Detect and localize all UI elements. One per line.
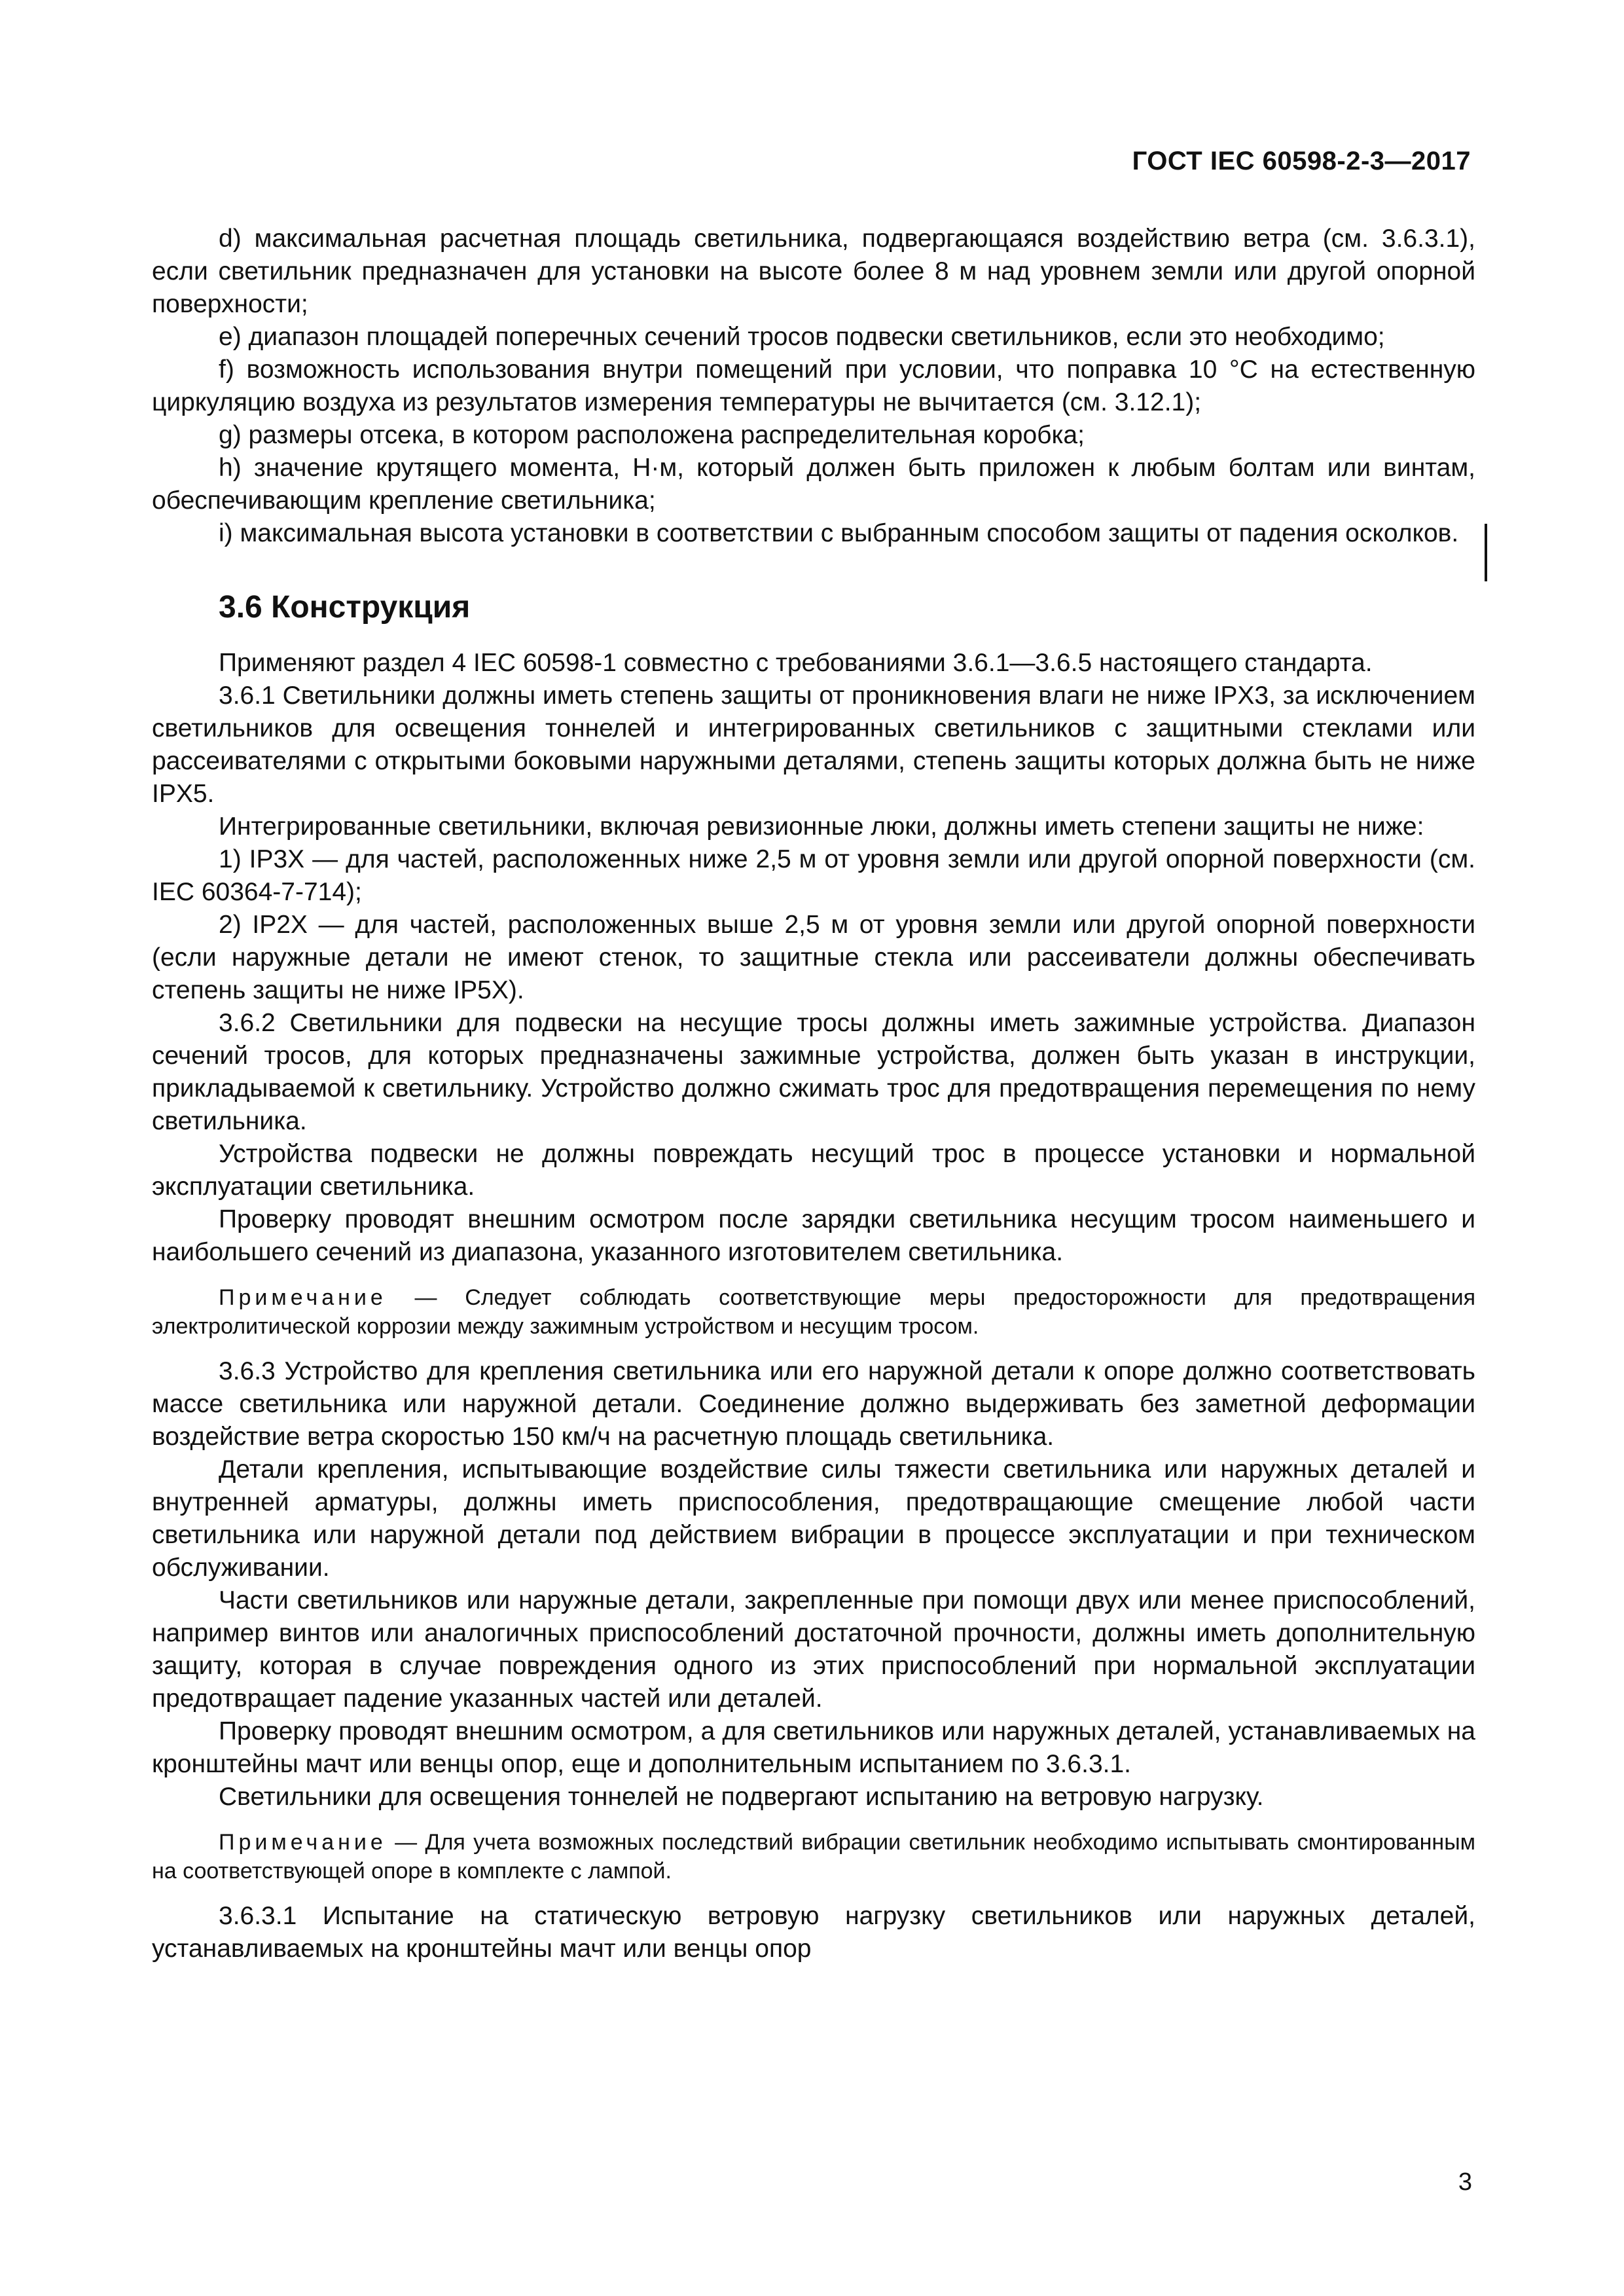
paragraph: Интегрированные светильники, включая ревизионные люки, должны иметь степени защиты не ниже: xyxy=(219,812,1424,841)
page-number: 3 xyxy=(1458,2168,1472,2196)
paragraph: 3.6.3.1 Испытание на статическую ветровую нагрузку светильников или наружных деталей, устанавливаемых на кронштейны мачт или венцы опор xyxy=(152,1902,1475,1963)
list-item-i: i) максимальная высота установки в соответствии с выбранным способом защиты от падения осколков. xyxy=(219,519,1459,547)
paragraph: Светильники для освещения тоннелей не подвергают испытанию на ветровую нагрузку. xyxy=(219,1783,1264,1811)
note-label: Примечание xyxy=(219,1830,387,1855)
note-1 xyxy=(152,1283,1475,1341)
note-label: Примечание xyxy=(219,1285,387,1310)
document-code: ГОСТ IEC 60598-2-3—2017 xyxy=(1132,147,1471,175)
paragraph: Проверку проводят внешним осмотром после зарядки светильника несущим тросом наименьшего и наибольшего сечений из диапазона, указанного изготовителем светильника. xyxy=(152,1205,1475,1266)
paragraph: Детали крепления, испытывающие воздействие силы тяжести светильника или наружных деталей и внутренней арматуры, должны иметь приспособления, предотвращающие смещение любой части светильника или наружной детали под действием вибрации в процессе эксплуатации и при техническом обслуживании. xyxy=(152,1455,1475,1582)
list-item-f: f) возможность использования внутри помещений при условии, что поправка 10 °С на естественную циркуляцию воздуха из результатов измерения температуры не вычитается (см. 3.12.1); xyxy=(152,355,1475,416)
list-item-g: g) размеры отсека, в котором расположена распределительная коробка; xyxy=(219,421,1085,449)
paragraph: 3.6.3 Устройство для крепления светильника или его наружной детали к опоре должно соответствовать массе светильника или наружной детали. Соединение должно выдерживать без заметной деформации воздействие ветра скоростью 150 км/ч на расчетную площадь светильника. xyxy=(152,1357,1475,1451)
paragraph: 1) IP3X — для частей, расположенных ниже 2,5 м от уровня земли или другой опорной поверхности (см. IEC 60364-7-714); xyxy=(152,845,1475,906)
change-marker-bar xyxy=(1485,524,1487,581)
section-heading: 3.6 Конструкция xyxy=(219,590,471,625)
paragraph: 3.6.2 Светильники для подвески на несущие тросы должны иметь зажимные устройства. Диапазон сечений тросов, для которых предназначены зажимные устройства, должен быть указан в инструкции, прикладываемой к светильнику. Устройство должно сжимать трос для предотвращения перемещения по нему светильника. xyxy=(152,1009,1475,1135)
note-2 xyxy=(152,1828,1475,1886)
paragraph: Проверку проводят внешним осмотром, а для светильников или наружных деталей, устанавливаемых на кронштейны мачт или венцы опор, еще и дополнительным испытанием по 3.6.3.1. xyxy=(152,1717,1475,1778)
list-item-h: h) значение крутящего момента, Н·м, который должен быть приложен к любым болтам или винтам, обеспечивающим крепление светильника; xyxy=(152,454,1475,515)
paragraph: 2) IP2X — для частей, расположенных выше 2,5 м от уровня земли или другой опорной поверхности (если наружные детали не имеют стенок, то защитные стекла или рассеиватели должны обеспечивать степень защиты не ниже IP5X). xyxy=(152,911,1475,1004)
list-item-e: e) диапазон площадей поперечных сечений тросов подвески светильников, если это необходимо; xyxy=(219,323,1385,351)
list-item-d: d) максимальная расчетная площадь светильника, подвергающаяся воздействию ветра (см. 3.6.3.1), если светильник предназначен для установки на высоте более 8 м над уровнем земли или другой опорной поверхности; xyxy=(152,225,1475,318)
paragraph: Устройства подвески не должны повреждать несущий трос в процессе установки и нормальной эксплуатации светильника. xyxy=(152,1140,1475,1201)
page-body xyxy=(152,223,1475,1965)
paragraph: Применяют раздел 4 IEC 60598-1 совместно с требованиями 3.6.1—3.6.5 настоящего стандарта. xyxy=(219,649,1373,677)
paragraph: Части светильников или наружные детали, закрепленные при помощи двух или менее приспособлений, например винтов или аналогичных приспособлений достаточной прочности, должны иметь дополнительную защиту, которая в случае повреждения одного из этих приспособлений при нормальной эксплуатации предотвращает падение указанных частей или деталей. xyxy=(152,1586,1475,1713)
paragraph: 3.6.1 Светильники должны иметь степень защиты от проникновения влаги не ниже IPX3, за исключением светильников для освещения тоннелей и интегрированных светильников с защитными стеклами или рассеивателями с открытыми боковыми наружными деталями, степень защиты которых должна быть не ниже IPX5. xyxy=(152,682,1475,808)
note-text: — Следует соблюдать соответствующие меры предосторожности для предотвращения электролитической коррозии между зажимным устройством и несущим тросом. xyxy=(152,1285,1475,1339)
note-text: — Для учета возможных последствий вибрации светильник необходимо испытывать смонтированным на соответствующей опоре в комплекте с лампой. xyxy=(152,1830,1476,1884)
